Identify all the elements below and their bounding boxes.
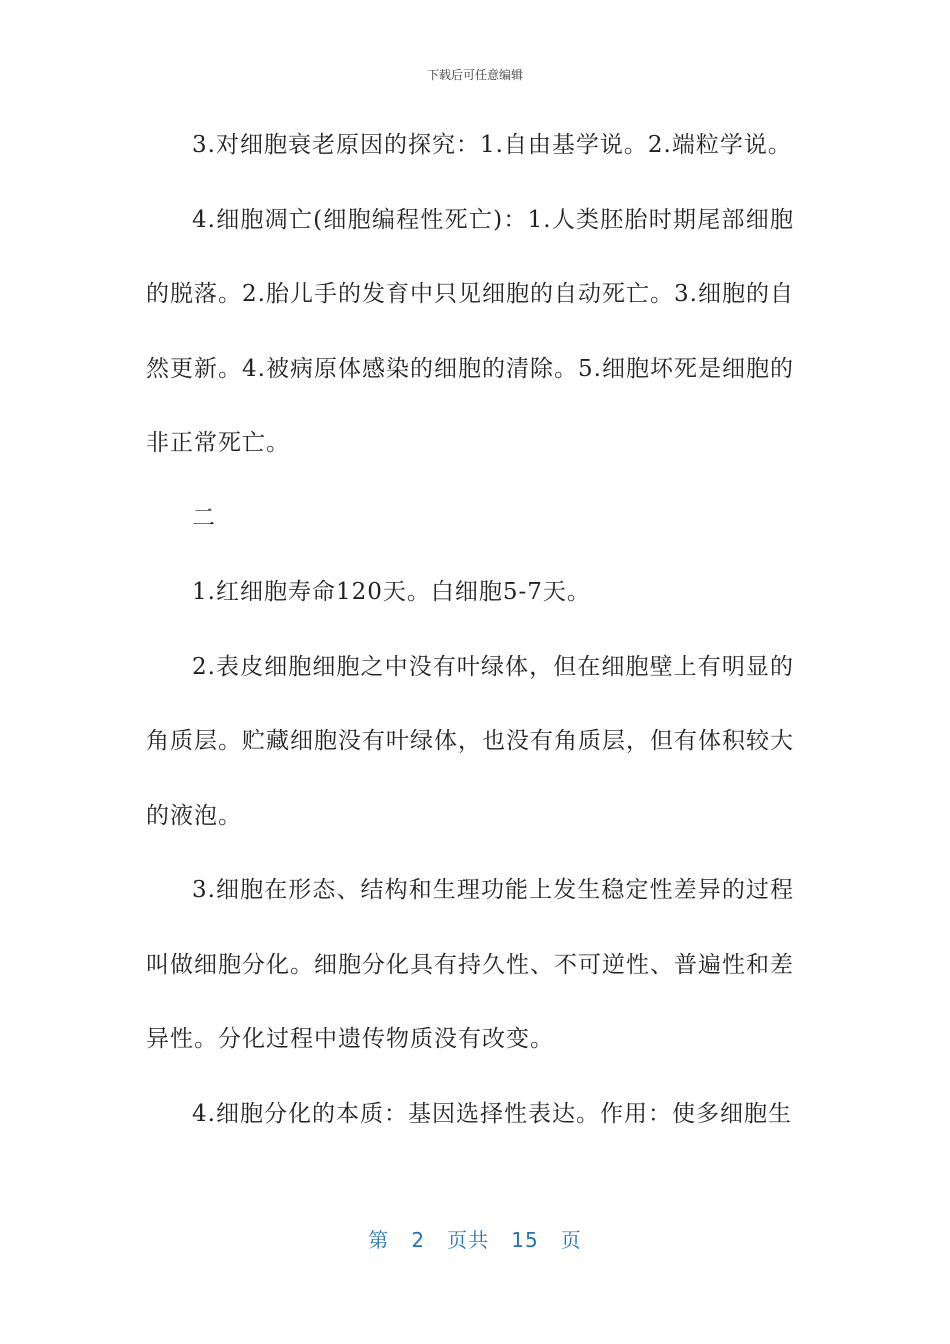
paragraph-epidermal-storage-cells: 2.表皮细胞细胞之中没有叶绿体，但在细胞壁上有明显的角质层。贮藏细胞没有叶绿体，也没有角质层，但有体积较大的液泡。	[146, 653, 794, 829]
footer-middle: 页共	[447, 1228, 490, 1252]
page-footer	[0, 1224, 950, 1253]
page-header: 下载后可任意编辑	[426, 68, 523, 82]
paragraph-cell-aging-causes: 3.对细胞衰老原因的探究：1.自由基学说。2.端粒学说。	[192, 132, 792, 158]
paragraph-differentiation-essence: 4.细胞分化的本质：基因选择性表达。作用：使多细胞生	[192, 1100, 792, 1127]
document-body	[146, 108, 794, 1151]
footer-current-page: 2	[411, 1228, 426, 1252]
paragraph-apoptosis: 4.细胞凋亡(细胞编程性死亡)：1.人类胚胎时期尾部细胞的脱落。2.胎儿手的发育中只见细胞的自动死亡。3.细胞的自然更新。4.被病原体感染的细胞的清除。5.细胞坏死是细胞的非正常死亡。	[146, 206, 794, 456]
footer-suffix: 页	[560, 1228, 582, 1252]
section-heading-two: 二	[192, 504, 216, 531]
paragraph-cell-differentiation: 3.细胞在形态、结构和生理功能上发生稳定性差异的过程叫做细胞分化。细胞分化具有持久性、不可逆性、普遍性和差异性。分化过程中遗传物质没有改变。	[146, 877, 794, 1052]
footer-total-pages: 15	[511, 1228, 539, 1252]
footer-prefix: 第	[368, 1228, 390, 1252]
paragraph-cell-lifespan: 1.红细胞寿命120天。白细胞5-7天。	[192, 579, 591, 605]
